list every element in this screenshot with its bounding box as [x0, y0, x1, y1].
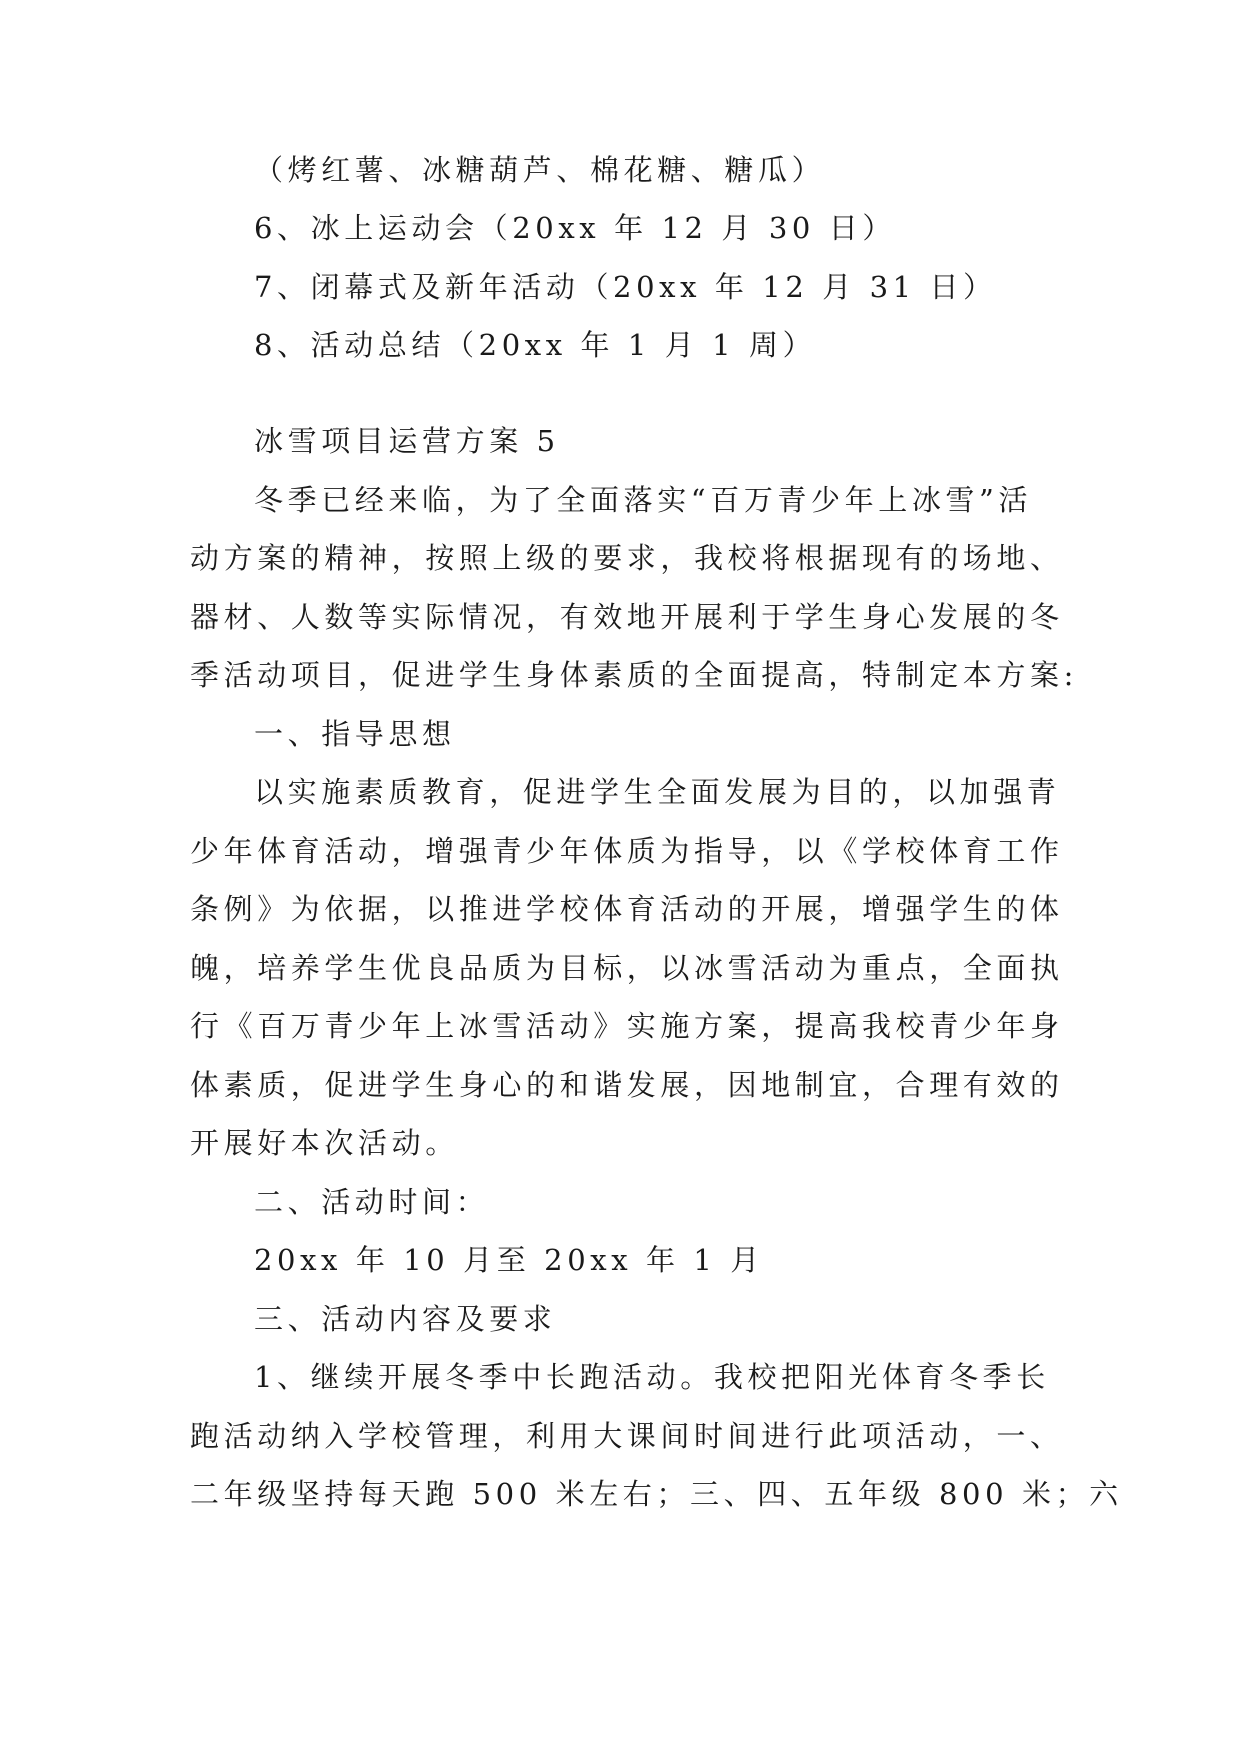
paragraph-line: 动方案的精神，按照上级的要求，我校将根据现有的场地、	[190, 541, 1064, 575]
activity-time-text: 20xx 年 10 月至 20xx 年 1 月	[254, 1243, 764, 1277]
paragraph-line: 季活动项目，促进学生身体素质的全面提高，特制定本方案:	[190, 658, 1078, 692]
paragraph-line: 器材、人数等实际情况，有效地开展利于学生身心发展的冬	[190, 600, 1064, 634]
heading-activity-content: 三、活动内容及要求	[254, 1302, 557, 1336]
paragraph-line: 行《百万青少年上冰雪活动》实施方案，提高我校青少年身	[190, 1009, 1064, 1043]
paragraph-line: 冬季已经来临，为了全面落实“百万青少年上冰雪”活	[254, 483, 1033, 517]
paragraph-line: 1、继续开展冬季中长跑活动。我校把阳光体育冬季长	[254, 1360, 1050, 1394]
paragraph-line: 二年级坚持每天跑 500 米左右；三、四、五年级 800 米；六	[190, 1477, 1123, 1511]
paragraph-line: 以实施素质教育，促进学生全面发展为目的，以加强青	[254, 775, 1061, 809]
list-item: 6、冰上运动会（20xx 年 12 月 30 日）	[254, 211, 896, 245]
paragraph-line: 体素质，促进学生身心的和谐发展，因地制宜，合理有效的	[190, 1068, 1064, 1102]
paragraph-line: 开展好本次活动。	[190, 1126, 459, 1160]
heading-activity-time: 二、活动时间：	[254, 1185, 490, 1219]
list-item: 8、活动总结（20xx 年 1 月 1 周）	[254, 328, 817, 362]
list-item: （烤红薯、冰糖葫芦、棉花糖、糖瓜）	[254, 153, 826, 187]
section-title: 冰雪项目运营方案 5	[254, 424, 560, 458]
paragraph-line: 魄，培养学生优良品质为目标，以冰雪活动为重点，全面执	[190, 951, 1064, 985]
heading-guiding-ideology: 一、指导思想	[254, 717, 456, 751]
paragraph-line: 少年体育活动，增强青少年体质为指导，以《学校体育工作	[190, 834, 1064, 868]
paragraph-line: 条例》为依据，以推进学校体育活动的开展，增强学生的体	[190, 892, 1064, 926]
list-item: 7、闭幕式及新年活动（20xx 年 12 月 31 日）	[254, 270, 997, 304]
paragraph-line: 跑活动纳入学校管理，利用大课间时间进行此项活动，一、	[190, 1419, 1064, 1453]
